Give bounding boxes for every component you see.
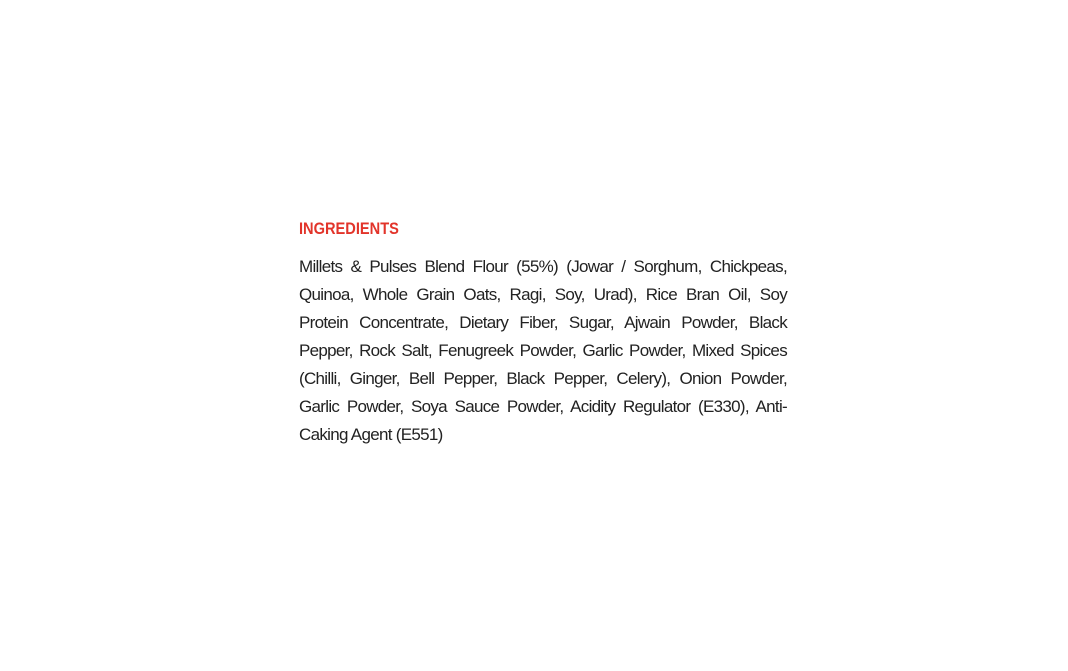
ingredients-heading: INGREDIENTS (299, 219, 399, 238)
ingredients-text: Millets & Pulses Blend Flour (55%) (Jowar / Sorghum, Chickpeas, Quinoa, Whole Grain Oats, Ragi, Soy, Urad), Rice Bran Oil, Soy Protein Concentrate, Dietary Fiber, Sugar, Ajwain Powder, Black Pepper, Rock Salt, Fenugreek Powder, Garlic Powder, Mixed Spices (Chilli, Ginger, Bell Pepper, Black Pepper, Celery), Onion Powder, Garlic Powder, Soya Sauce Powder, Acidity Regulator (E330), Anti-Caking Agent (E551) (299, 257, 787, 444)
ingredients-section (299, 216, 787, 449)
